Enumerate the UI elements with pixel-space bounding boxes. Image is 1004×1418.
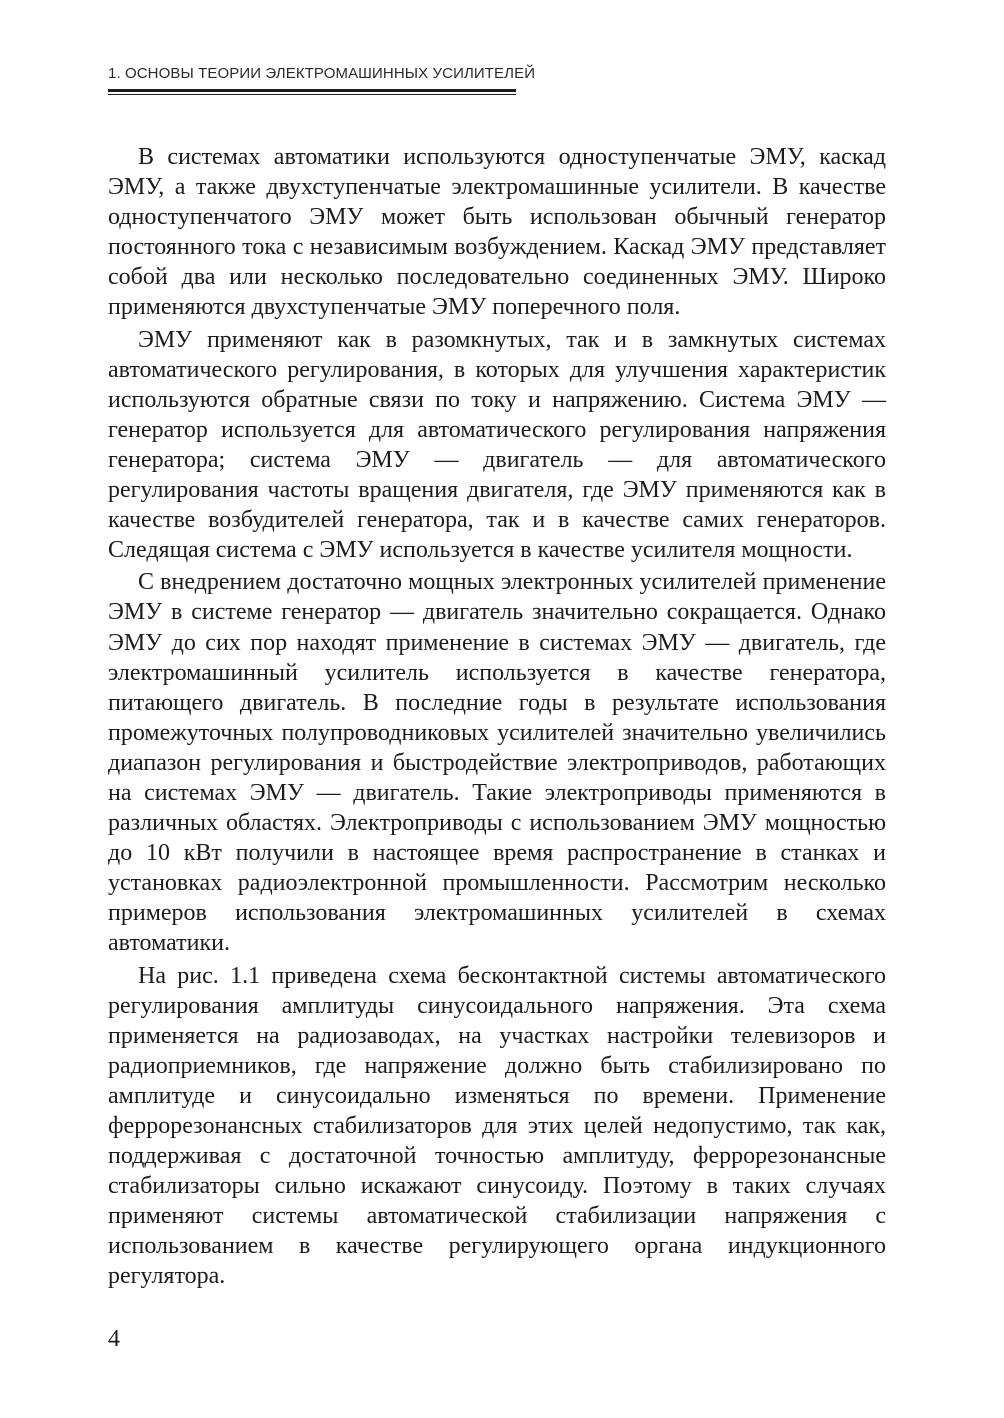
paragraph-2: ЭМУ применяют как в разомкнутых, так и в замкнутых системах автоматического регулирования, в которых для улучшения характеристик используются обратные связи по току и напряжению. Система ЭМУ — генератор используется для автоматического регулирования напряжения генератора; система ЭМУ — двигатель — для автоматического регулирования частоты вращения двигателя, где ЭМУ применяются как в качестве возбудителей генератора, так и в качестве самих генераторов. Следящая система с ЭМУ используется в качестве усилителя мощности. (108, 326, 886, 564)
header-double-rule (108, 89, 516, 95)
page-number: 4 (108, 1326, 120, 1352)
paragraph-3: С внедрением достаточно мощных электронных усилителей применение ЭМУ в системе генератор — двигатель значительно сокращается. Однако ЭМУ до сих пор находят применение в системах ЭМУ — двигатель, где электромашинный усилитель используется в качестве генератора, питающего двигатель. В последние годы в результате использования промежуточных полупроводниковых усилителей значительно увеличились диапазон регулирования и быстродействие электроприводов, работающих на системах ЭМУ — двигатель. Такие электроприводы применяются в различных областях. Электроприводы с использованием ЭМУ мощностью до 10 кВт получили в настоящее время распространение в станках и установках радиоэлектронной промышленности. Рассмотрим несколько примеров использования электромашинных усилителей в схемах автоматики. (108, 569, 886, 957)
paragraph-4: На рис. 1.1 приведена схема бесконтактной системы автоматического регулирования амплитуды синусоидального напряжения. Эта схема применяется на радиозаводах, на участках настройки телевизоров и радиоприемников, где напряжение должно быть стабилизировано по амплитуде и синусоидально изменяться по времени. Применение феррорезонансных стабилизаторов для этих целей недопустимо, так как, поддерживая с достаточной точностью амплитуду, феррорезонансные стабилизаторы сильно искажают синусоиду. Поэтому в таких случаях применяют системы автоматической стабилизации напряжения с использованием в качестве регулирующего органа индукционного регулятора. (108, 962, 886, 1290)
body-text (108, 142, 886, 1294)
paragraph-1: В системах автоматики используются одноступенчатые ЭМУ, каскад ЭМУ, а также двухступенчатые электромашинные усилители. В качестве одноступенчатого ЭМУ может быть использован обычный генератор постоянного тока с независимым возбуждением. Каскад ЭМУ представляет собой два или несколько последовательно соединенных ЭМУ. Широко применяются двухступенчатые ЭМУ поперечного поля. (108, 144, 886, 321)
running-header (108, 64, 536, 95)
chapter-title: 1. ОСНОВЫ ТЕОРИИ ЭЛЕКТРОМАШИННЫХ УСИЛИТЕЛЕЙ (108, 65, 536, 82)
